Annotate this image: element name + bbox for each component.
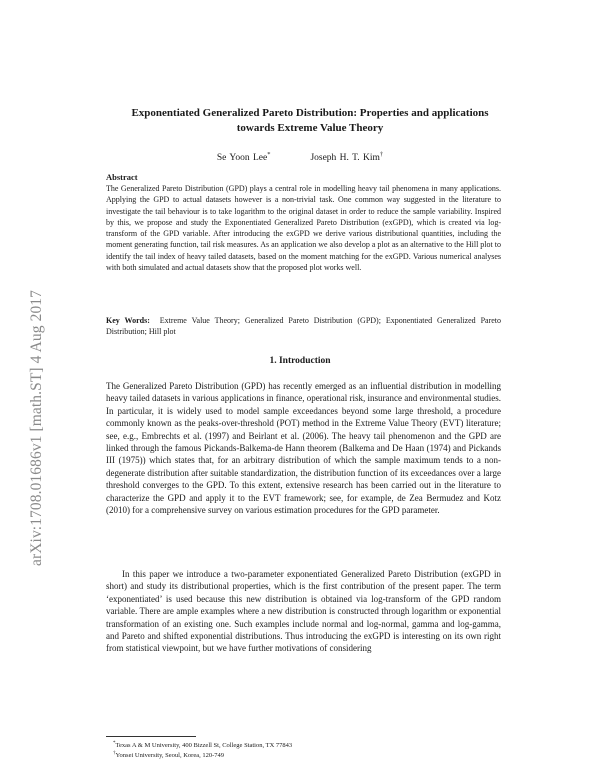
abstract-text: The Generalized Pareto Distribution (GPD) plays a central role in modelling heavy tail phenomena in many applications. Applying the GPD to actual datasets however is a non-trivial task. One common way suggested in the literature to investigate the tail behaviour is to take logarithm to the original dataset in order to reduce the sample variability. Inspired by this, we propose and study the Exponentiated Generalized Pareto Distribution (exGPD), which is created via log-transform of the GPD variable. After introducing the exGPD we derive various distributional quantities, including the moment generating function, tail risk measures. As an application we also develop a plot as an alternative to the Hill plot to identify the tail index of heavy tailed datasets, based on the moment matching for the exGPD. Various numerical analyses with both simulated and actual datasets show that the proposed plot works well. xyxy=(106,184,501,273)
intro-paragraph-1: The Generalized Pareto Distribution (GPD) has recently emerged as an influential distribution in modelling heavy tailed datasets in various applications in finance, operational risk, insurance and environmental studies. In particular, it is widely used to model sample exceedances beyond some large threshold, a procedure commonly known as the peaks-over-threshold (POT) method in the Extreme Value Theory (EVT) literature; see, e.g., Embrechts et al. (1997) and Beirlant et al. (2006). The heavy tail phenomenon and the GPD are linked through the famous Pickands-Balkema-de Hann theorem (Balkema and De Haan (1974) and Pickands III (1975)) which states that, for an arbitrary distribution of which the sample maximum tends to a non-degenerate distribution after suitable standardization, the distribution function of its exceedances over a large threshold converges to the GPD. To this extent, extensive research has been carried out in the literature to characterize the GPD and apply it to the EVT framework; see, for example, de Zea Bermudez and Kotz (2010) for a comprehensive survey on various estimation procedures for the GPD parameter. xyxy=(106,381,501,516)
author-list xyxy=(0,151,600,163)
intro-paragraph-2: In this paper we introduce a two-parameter exponentiated Generalized Pareto Distribution (exGPD in short) and study its distributional properties, which is the first contribution of the present paper. The term ‘exponentiated’ is used because this new distribution is obtained via log-transform of the GPD random variable. There are ample examples where a new distribution is constructed through logarithm or exponential transformation of an existing one. Such examples include normal and log-normal, gamma and log-gamma, and Pareto and shifted exponential distributions. Thus introducing the exGPD is interesting on its own right from statistical viewpoint, but we have further motivations of considering xyxy=(106,569,501,654)
footnote-divider xyxy=(106,736,196,737)
author-name: Joseph H. T. Kim xyxy=(310,153,380,164)
author-name: Se Yoon Lee xyxy=(216,153,268,164)
title-line-1: Exponentiated Generalized Pareto Distribution: Properties and applications xyxy=(131,107,489,119)
footnote-mark: * xyxy=(113,741,116,746)
section-heading-introduction: 1. Introduction xyxy=(269,356,331,366)
paper-title xyxy=(80,106,540,136)
author-footnote-mark: † xyxy=(379,151,384,158)
title-line-2: towards Extreme Value Theory xyxy=(236,122,384,134)
footnote-text: Yonsei University, Seoul, Korea, 120-749 xyxy=(115,752,225,760)
author-footnote-mark: * xyxy=(267,151,271,158)
arxiv-identifier-stamp: arXiv:1708.01686v1 [math.ST] 4 Aug 2017 xyxy=(28,290,45,566)
keywords-label: Key Words: xyxy=(106,316,150,325)
keywords xyxy=(106,315,501,338)
footnote-text: Texas A & M University, 400 Bizzell St, College Station, TX 77843 xyxy=(115,742,293,750)
abstract-heading: Abstract xyxy=(106,172,138,182)
footnote-mark: † xyxy=(113,751,116,756)
keywords-text: Extreme Value Theory; Generalized Pareto Distribution (GPD); Exponentiated Generalized Pareto Distribution; Hill plot xyxy=(106,316,502,337)
footnote xyxy=(113,749,224,760)
